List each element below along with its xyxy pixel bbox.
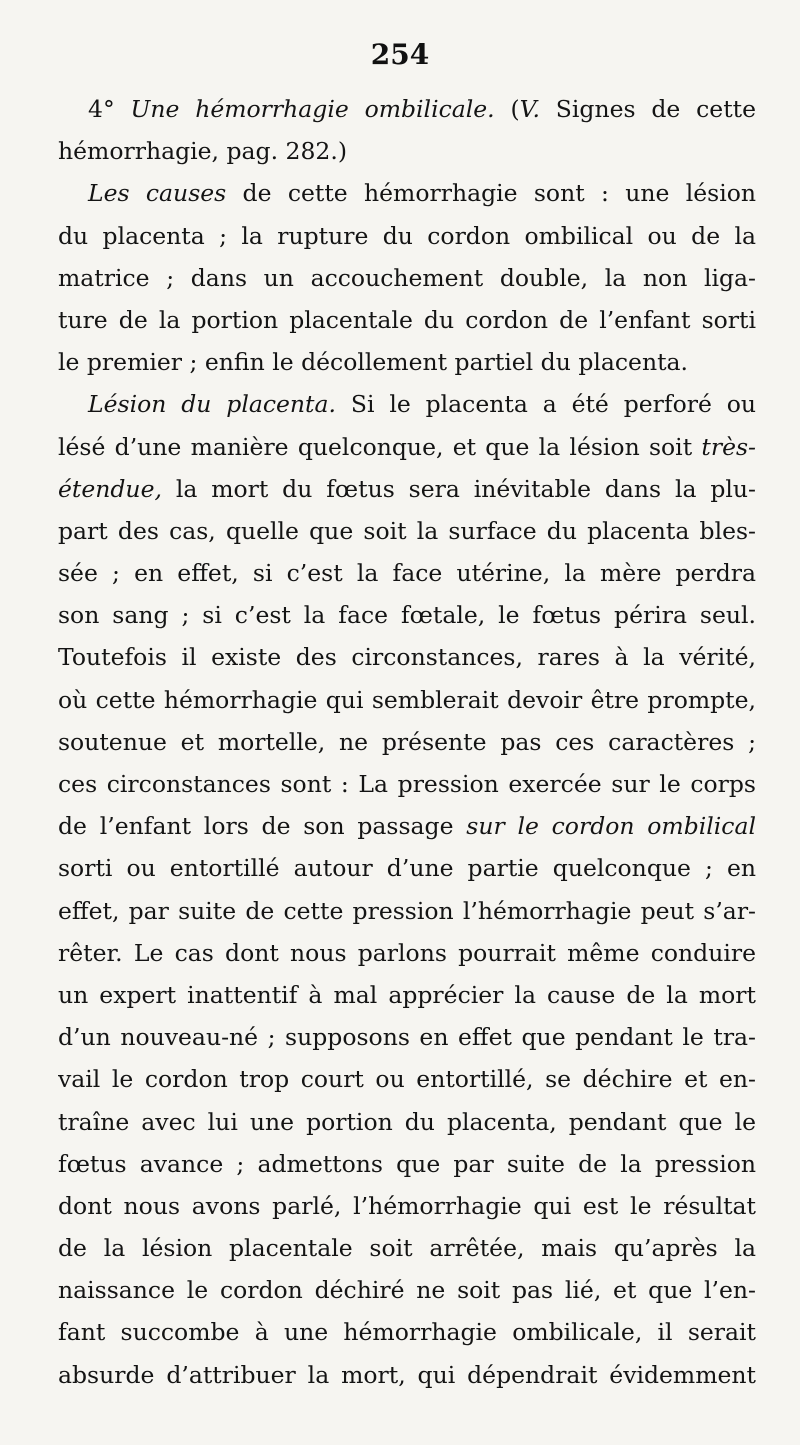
text-run: fant succombe à une hémorrhagie ombilicale, il serait (58, 1318, 756, 1347)
text-run: ture de la portion placentale du cordon de l’enfant sorti (58, 305, 756, 334)
italic-text: Lésion du placenta. (88, 390, 336, 419)
text-line (58, 1185, 756, 1227)
text-run: dont nous avons parlé, l’hémorrhagie qui est le résultat (58, 1191, 756, 1220)
text-run: sée ; en effet, si c’est la face utérine, la mère perdra (58, 559, 756, 588)
text-run: traîne avec lui une portion du placenta, pendant que le (58, 1107, 756, 1136)
text-run: d’un nouveau-né ; supposons en effet que pendant le tra- (58, 1023, 756, 1052)
text-line (58, 1101, 756, 1143)
text-line (58, 1016, 756, 1058)
text-line (58, 130, 756, 172)
text-run: fœtus avance ; admettons que par suite de la pression (58, 1149, 756, 1178)
italic-text: sur le cordon ombilical (466, 812, 756, 841)
text-run: hémorrhagie, pag. 282.) (58, 137, 348, 166)
text-line (58, 1311, 756, 1353)
text-run: un expert inattentif à mal apprécier la cause de la mort (58, 980, 756, 1009)
text-line (58, 88, 756, 130)
text-run: lésé d’une manière quelconque, et que la lésion soit (58, 432, 702, 461)
text-run: où cette hémorrhagie qui semblerait devoir être prompte, (58, 685, 756, 714)
text-run: effet, par suite de cette pression l’hémorrhagie peut s’ar- (58, 896, 756, 925)
text-line (58, 1354, 756, 1396)
text-run: de cette hémorrhagie sont : une lésion (226, 179, 756, 208)
text-run: soutenue et mortelle, ne présente pas ces caractères ; (58, 727, 756, 756)
text-run: sorti ou entortillé autour d’une partie quelconque ; en (58, 854, 756, 883)
text-line (58, 383, 756, 425)
page-number: 254 (370, 38, 430, 71)
italic-text: V. (519, 95, 540, 123)
text-line (58, 805, 756, 847)
text-line (58, 594, 756, 636)
text-line (58, 763, 756, 805)
text-line (58, 1143, 756, 1185)
text-run: le premier ; enfin le décollement partiel du placenta. (58, 348, 689, 377)
text-line (58, 1058, 756, 1100)
text-line (58, 552, 756, 594)
text-run: vail le cordon trop court ou entortillé, se déchire et en- (58, 1065, 756, 1094)
text-line (58, 847, 756, 889)
text-run: ( (494, 95, 520, 123)
body-text (58, 88, 756, 1396)
text-run: Si le placenta a été perforé ou (335, 390, 756, 419)
italic-text: Les causes (88, 179, 227, 208)
text-line (58, 215, 756, 257)
text-line (58, 1269, 756, 1311)
text-run: ces circonstances sont : La pression exercée sur le corps (58, 770, 756, 798)
text-line (58, 932, 756, 974)
text-run: son sang ; si c’est la face fœtale, le fœtus périra seul. (58, 601, 756, 630)
text-run: rêter. Le cas dont nous parlons pourrait même conduire (58, 938, 756, 967)
text-line (58, 426, 756, 468)
italic-text: étendue, (58, 474, 162, 503)
text-run: de l’enfant lors de son passage (58, 812, 467, 841)
text-line (58, 299, 756, 341)
text-line (58, 510, 756, 552)
text-run: 4° (88, 95, 131, 123)
text-line (58, 974, 756, 1016)
italic-text: très- (701, 432, 756, 461)
text-run: de la lésion placentale soit arrêtée, mais qu’après la (58, 1234, 756, 1263)
text-run: la mort du fœtus sera inévitable dans la plu- (161, 474, 756, 503)
text-line (58, 636, 756, 678)
text-run: Signes de cette (539, 95, 756, 123)
text-run: matrice ; dans un accouchement double, la non liga- (58, 263, 756, 292)
text-run: naissance le cordon déchiré ne soit pas lié, et que l’en- (58, 1276, 756, 1305)
text-line (58, 890, 756, 932)
text-line (58, 468, 756, 510)
text-line (58, 679, 756, 721)
text-line (58, 721, 756, 763)
text-run: part des cas, quelle que soit la surface du placenta bles- (58, 516, 756, 545)
text-run: du placenta ; la rupture du cordon ombilical ou de la (58, 221, 756, 250)
text-run: Toutefois il existe des circonstances, rares à la vérité, (58, 643, 756, 672)
text-line (58, 341, 756, 383)
text-line (58, 1227, 756, 1269)
text-line (58, 257, 756, 299)
text-line (58, 172, 756, 214)
italic-text: Une hémorrhagie ombilicale. (130, 95, 495, 123)
text-run: absurde d’attribuer la mort, qui dépendrait évidemment (58, 1360, 756, 1389)
